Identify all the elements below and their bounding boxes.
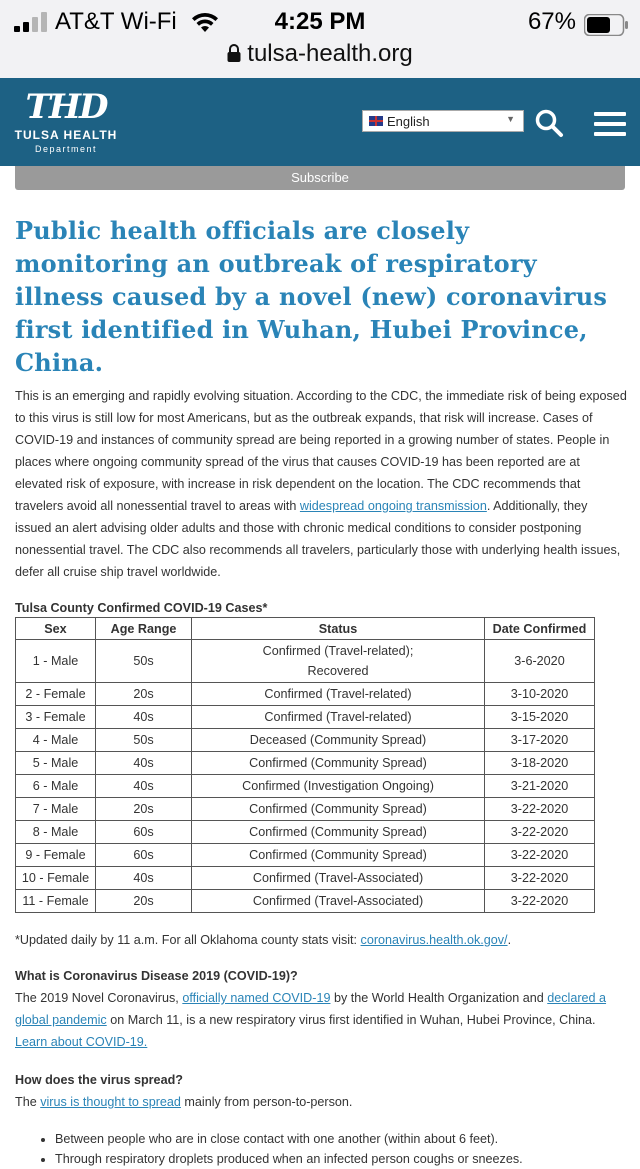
- text: The 2019 Novel Coronavirus,: [15, 991, 183, 1005]
- clock: 4:25 PM: [274, 8, 366, 35]
- text: by the World Health Organization and: [330, 991, 548, 1005]
- status-line: Recovered: [307, 664, 369, 678]
- cell-sex: 10 - Female: [16, 867, 96, 890]
- status-bar: [0, 6, 640, 36]
- menu-bar: [594, 122, 626, 126]
- spread-list: [15, 1129, 627, 1169]
- cell-sex: 11 - Female: [16, 890, 96, 913]
- ok-stats-link[interactable]: coronavirus.health.ok.gov/: [360, 933, 508, 947]
- site-header: [0, 78, 640, 166]
- address-bar[interactable]: [0, 40, 640, 68]
- cell-sex: 3 - Female: [16, 706, 96, 729]
- what-is-paragraph: [15, 987, 627, 1053]
- hamburger-menu-icon[interactable]: [594, 112, 626, 136]
- lock-icon: [227, 43, 241, 63]
- language-select[interactable]: [362, 110, 524, 132]
- battery-icon: [584, 14, 628, 36]
- cell-age: 20s: [96, 798, 192, 821]
- carrier-label: AT&T Wi-Fi: [55, 8, 177, 35]
- cell-age: 40s: [96, 775, 192, 798]
- cell-status: Confirmed (Travel-related): [192, 706, 485, 729]
- dropdown-arrow-icon: ▼: [506, 114, 515, 124]
- table-row: [16, 752, 595, 775]
- table-row: [16, 821, 595, 844]
- logo-dept: Department: [34, 144, 98, 154]
- cell-age: 50s: [96, 729, 192, 752]
- column-header-age: Age Range: [96, 618, 192, 640]
- transmission-link[interactable]: widespread ongoing transmission: [299, 499, 487, 513]
- cell-date: 3-22-2020: [485, 798, 595, 821]
- menu-bar: [594, 112, 626, 116]
- page-title: Public health officials are closely monitoring an outbreak of respiratory illness caused by a novel (new) coronavirus first identified in Wuhan, Hubei Province, China.: [15, 216, 608, 377]
- cell-sex: 6 - Male: [16, 775, 96, 798]
- cell-age: 20s: [96, 683, 192, 706]
- table-row: [16, 640, 595, 683]
- intro-text: This is an emerging and rapidly evolving situation. According to the CDC, the immediate risk of being exposed to this virus is still low for most Americans, but as the outbreak expands, that risk will increase. Cases of COVID-19 and instances of community spread are being reported in a growing number of states. People in places where ongoing community spread of the virus that causes COVID-19 has been reported are at elevated risk of exposure, with increase in risk dependent on the location. The CDC recommends that travelers avoid all nonessential travel to areas with: [15, 389, 627, 513]
- cell-status: Confirmed (Community Spread): [192, 821, 485, 844]
- table-row: [16, 798, 595, 821]
- browser-chrome: [0, 0, 640, 78]
- footnote-end: .: [507, 933, 512, 947]
- cell-age: 60s: [96, 821, 192, 844]
- cell-status: Confirmed (Community Spread): [192, 798, 485, 821]
- cell-date: 3-17-2020: [485, 729, 595, 752]
- table-row: [16, 890, 595, 913]
- cell-date: 3-22-2020: [485, 821, 595, 844]
- cell-age: 50s: [96, 640, 192, 683]
- text: on March 11, is a new respiratory virus first identified in Wuhan, Hubei Province, China.: [106, 1013, 596, 1027]
- officially-named-link[interactable]: officially named COVID-19: [182, 991, 331, 1005]
- cell-date: 3-21-2020: [485, 775, 595, 798]
- table-row: [16, 844, 595, 867]
- table-row: [16, 729, 595, 752]
- cell-sex: 2 - Female: [16, 683, 96, 706]
- cell-status: Confirmed (Travel-related): [192, 683, 485, 706]
- column-header-date: Date Confirmed: [485, 618, 595, 640]
- logo-name: TULSA HEALTH: [14, 128, 118, 142]
- cases-table: [15, 617, 595, 913]
- cell-sex: 1 - Male: [16, 640, 96, 683]
- logo-mark: THD: [25, 87, 107, 127]
- article: [15, 214, 627, 1169]
- cell-date: 3-10-2020: [485, 683, 595, 706]
- intro-text-cont: . Additionally, they issued an alert advising older adults and those with chronic medical conditions to consider postponing nonessential travel. The CDC also recommends all travelers, particularly those with underlying health issues, defer all cruise ship travel worldwide.: [15, 499, 621, 579]
- cell-status: Confirmed (Investigation Ongoing): [192, 775, 485, 798]
- intro-paragraph: [15, 385, 627, 583]
- cell-age: 60s: [96, 844, 192, 867]
- cell-date: 3-22-2020: [485, 867, 595, 890]
- cell-status: Confirmed (Community Spread): [192, 844, 485, 867]
- cell-date: 3-18-2020: [485, 752, 595, 775]
- cell-date: 3-6-2020: [485, 640, 595, 683]
- cell-status: Confirmed (Travel-Associated): [192, 867, 485, 890]
- text: mainly from person-to-person.: [180, 1095, 353, 1109]
- text: The: [15, 1095, 41, 1109]
- cell-sex: 5 - Male: [16, 752, 96, 775]
- cell-age: 40s: [96, 867, 192, 890]
- uk-flag-icon: [369, 116, 383, 126]
- column-header-status: Status: [192, 618, 485, 640]
- cell-date: 3-22-2020: [485, 890, 595, 913]
- battery-percent: 67%: [527, 8, 576, 35]
- cell-age: 40s: [96, 706, 192, 729]
- cell-sex: 7 - Male: [16, 798, 96, 821]
- table-row: [16, 867, 595, 890]
- table-title: Tulsa County Confirmed COVID-19 Cases*: [15, 601, 268, 615]
- cell-status: [192, 640, 485, 683]
- section-heading-spread: How does the virus spread?: [15, 1073, 183, 1087]
- search-icon[interactable]: [534, 108, 564, 138]
- cell-date: 3-22-2020: [485, 844, 595, 867]
- cell-age: 40s: [96, 752, 192, 775]
- table-row: [16, 683, 595, 706]
- cell-sex: 4 - Male: [16, 729, 96, 752]
- spread-link[interactable]: virus is thought to spread: [40, 1095, 181, 1109]
- pandemic-link[interactable]: declared a global pandemic: [15, 991, 607, 1027]
- table-header-row: [16, 618, 595, 640]
- cell-age: 20s: [96, 890, 192, 913]
- cell-status: Confirmed (Travel-Associated): [192, 890, 485, 913]
- table-footnote: [15, 929, 627, 951]
- subscribe-button[interactable]: Subscribe: [15, 166, 625, 190]
- spread-paragraph: [15, 1091, 627, 1113]
- table-row: [16, 775, 595, 798]
- site-logo[interactable]: [14, 87, 118, 160]
- status-line: Confirmed (Travel-related);: [262, 644, 414, 658]
- cell-date: 3-15-2020: [485, 706, 595, 729]
- language-label: English: [387, 114, 430, 129]
- cell-sex: 8 - Male: [16, 821, 96, 844]
- learn-about-link[interactable]: Learn about COVID-19.: [15, 1035, 148, 1049]
- section-heading-what-is: What is Coronavirus Disease 2019 (COVID-19)?: [15, 969, 298, 983]
- footnote-text: *Updated daily by 11 a.m. For all Oklahoma county stats visit:: [15, 933, 361, 947]
- list-item: • Through respiratory droplets produced when an infected person coughs or sneezes.: [55, 1149, 627, 1169]
- cell-status: Deceased (Community Spread): [192, 729, 485, 752]
- table-row: [16, 706, 595, 729]
- cell-status: Confirmed (Community Spread): [192, 752, 485, 775]
- menu-bar: [594, 132, 626, 136]
- column-header-sex: Sex: [16, 618, 96, 640]
- url-text: tulsa-health.org: [247, 40, 413, 67]
- cell-sex: 9 - Female: [16, 844, 96, 867]
- list-item: • Between people who are in close contact with one another (within about 6 feet).: [55, 1129, 627, 1149]
